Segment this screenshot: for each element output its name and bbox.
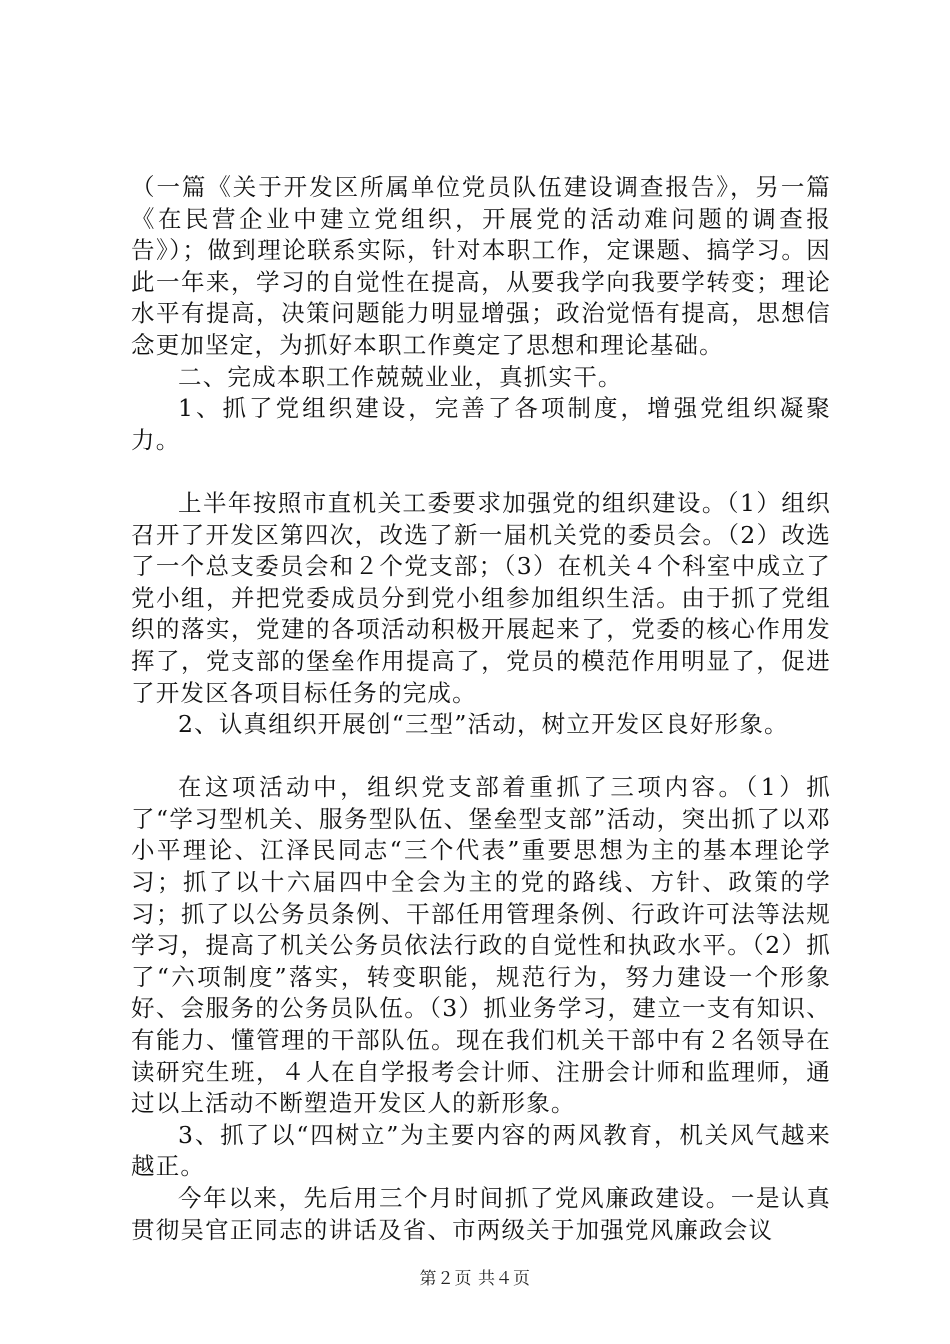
paragraph-three-types-activity: 在这项活动中，组织党支部着重抓了三项内容。（1）抓了“学习型机关、服务型队伍、堡垒型支部”活动，突出抓了以邓小平理论、江泽民同志“三个代表”重要思想为主的基本理论学习；抓了以十六届四中全会为主的党的路线、方针、政策的学习；抓了以公务员条例、干部任用管理条例、行政许可法等法规学习，提高了机关公务员依法行政的自觉性和执政水平。（2）抓了“六项制度”落实，转变职能，规范行为，努力建设一个形象好、会服务的公务员队伍。（3）抓业务学习，建立一支有知识、有能力、懂管理的干部队伍。现在我们机关干部中有２名领导在读研究生班，４人在自学报考会计师、注册会计师和监理师，通过以上活动不断塑造开发区人的新形象。 [131, 773, 831, 1118]
paragraph-study-reports: （一篇《关于开发区所属单位党员队伍建设调查报告》，另一篇《在民营企业中建立党组织，开展党的活动难问题的调查报告》）；做到理论联系实际，针对本职工作，定课题、搞学习。因此一年来，学习的自觉性在提高，从要我学向我要学转变；理论水平有提高，决策问题能力明显增强；政治觉悟有提高，思想信念更加坚定，为抓好本职工作奠定了思想和理论基础。 [131, 173, 831, 359]
subheading-three-types-activity: 2、认真组织开展创“三型”活动，树立开发区良好形象。 [178, 710, 789, 739]
paragraph-organization-building: 上半年按照市直机关工委要求加强党的组织建设。（1）组织召开了开发区第四次，改选了新一届机关党的委员会。（2）改选了一个总支委员会和２个党支部；（3）在机关４个科室中成立了党小组，并把党委成员分到党小组参加组织生活。由于抓了党组织的落实，党建的各项活动积极开展起来了，党委的核心作用发挥了，党支部的堡垒作用提高了，党员的模范作用明显了，促进了开发区各项目标任务的完成。 [131, 488, 831, 707]
subheading-four-establish: 3、抓了以“四树立”为主要内容的两风教育，机关风气越来越正。 [131, 1120, 831, 1181]
subheading-party-organization: 1、抓了党组织建设，完善了各项制度，增强党组织凝聚力。 [131, 394, 831, 454]
heading-section-two: 二、完成本职工作兢兢业业，真抓实干。 [178, 362, 623, 391]
paragraph-clean-government: 今年以来，先后用三个月时间抓了党风廉政建设。一是认真贯彻吴官正同志的讲话及省、市两级关于加强党风廉政会议 [131, 1184, 831, 1244]
document-body [131, 172, 831, 1246]
page-number-footer: 第２页 共４页 [419, 1269, 531, 1289]
